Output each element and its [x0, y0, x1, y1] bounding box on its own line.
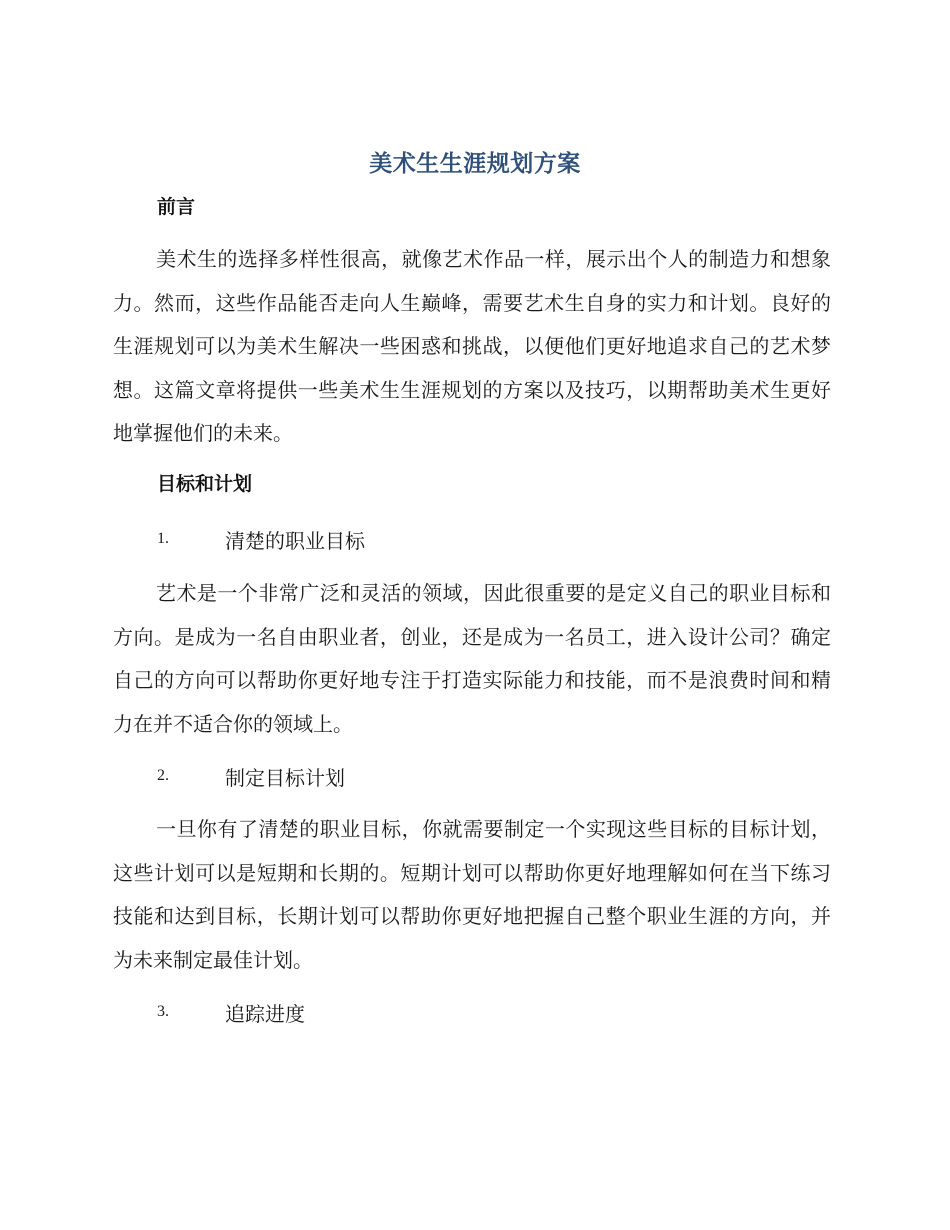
goal-paragraph-1: 艺术是一个非常广泛和灵活的领域，因此很重要的是定义自己的职业目标和方向。是成为一名自由职业者，创业，还是成为一名员工，进入设计公司？确定自己的方向可以帮助你更好地专注于打造实际能力和技能，而不是浪费时间和精力在并不适合你的领域上。 [113, 581, 831, 736]
list-item-1 [157, 523, 365, 555]
preface-paragraph: 美术生的选择多样性很高，就像艺术作品一样，展示出个人的制造力和想象力。然而，这些作品能否走向人生巅峰，需要艺术生自身的实力和计划。良好的生涯规划可以为美术生解决一些困惑和挑战，以便他们更好地追求自己的艺术梦想。这篇文章将提供一些美术生生涯规划的方案以及技巧，以期帮助美术生更好地掌握他们的未来。 [113, 247, 831, 445]
document-title: 美术生生涯规划方案 [369, 151, 581, 177]
section-heading-preface: 前言 [157, 196, 196, 218]
list-number: 1. [157, 530, 169, 547]
list-item-2 [157, 760, 345, 792]
list-number: 2. [157, 767, 169, 784]
section-heading-goals: 目标和计划 [157, 473, 253, 495]
list-item-3 [157, 996, 305, 1028]
list-number: 3. [157, 1003, 169, 1020]
goal-paragraph-2: 一旦你有了清楚的职业目标，你就需要制定一个实现这些目标的目标计划，这些计划可以是短期和长期的。短期计划可以帮助你更好地理解如何在当下练习技能和达到目标，长期计划可以帮助你更好地把握自己整个职业生涯的方向，并为未来制定最佳计划。 [113, 817, 831, 972]
list-label: 清楚的职业目标 [225, 528, 365, 553]
list-label: 追踪进度 [225, 1001, 305, 1026]
list-label: 制定目标计划 [225, 765, 345, 790]
